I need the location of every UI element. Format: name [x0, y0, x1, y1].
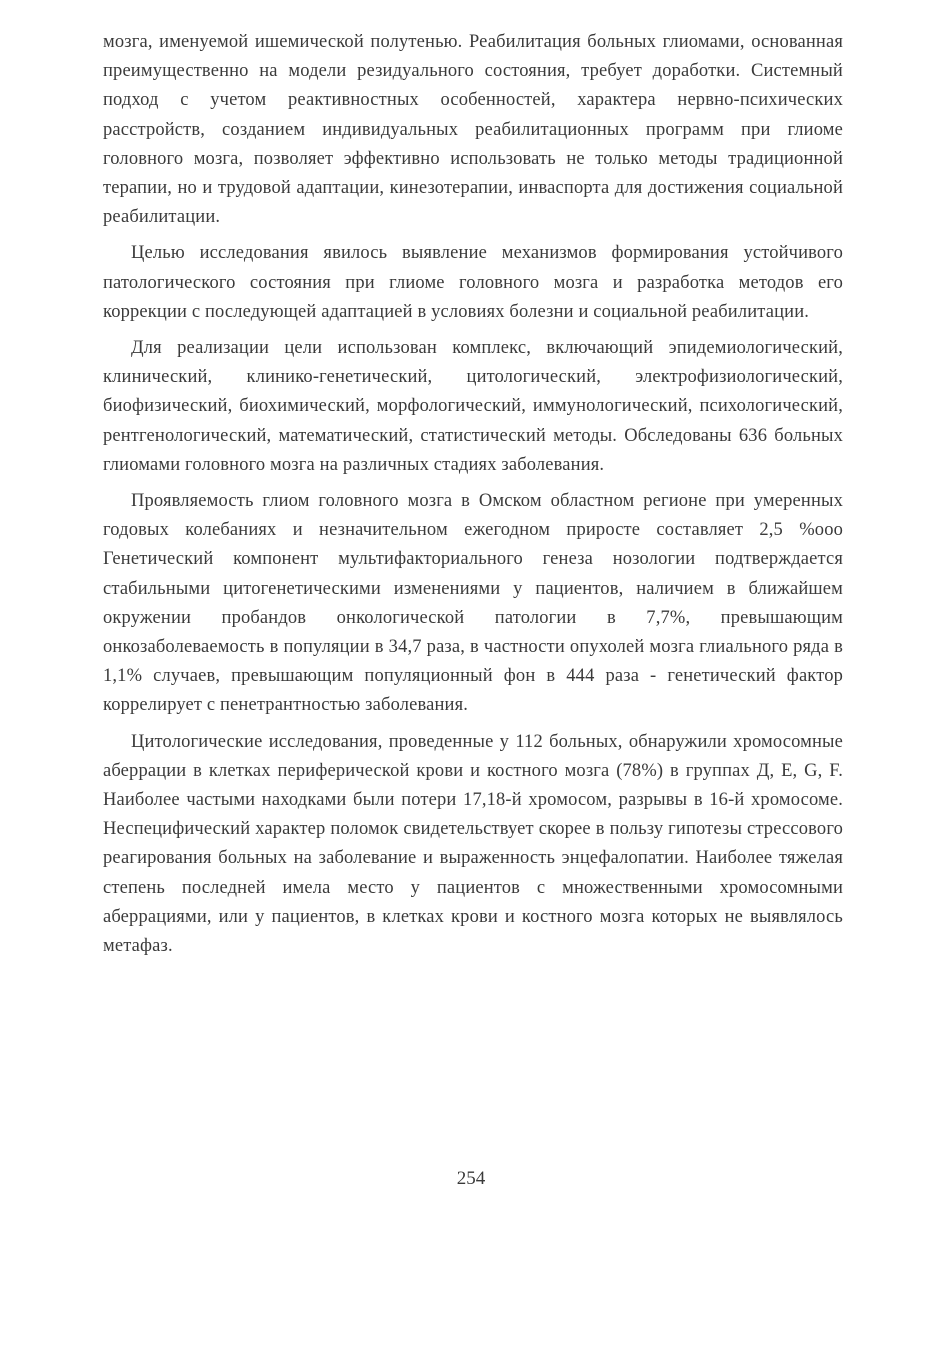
paragraph-continuation: мозга, именуемой ишемической полутенью. Реабилитация больных глиомами, основанная преимущественно на модели резидуального состояния, требует доработки. Системный подход с учетом реактивностных особенностей, характера нервно-психических расстройств, созданием индивидуальных реабилитационных программ при глиоме головного мозга, позволяет эффективно использовать не только методы традиционной терапии, но и трудовой адаптации, кинезотерапии, инваспорта для достижения социальной реабилитации. [103, 32, 843, 228]
page-number: 254 [456, 1168, 486, 1189]
body-text [103, 28, 843, 968]
paragraph-methods: Для реализации цели использован комплекс, включающий эпидемиологический, клинический, клинико-генетический, цитологический, электрофизиологический, биофизический, биохимический, морфологический, иммунологический, психологический, рентгенологический, математический, статистический методы. Обследованы 636 больных глиомами головного мозга на различных стадиях заболевания. [103, 338, 843, 475]
paragraph-study-goal: Целью исследования явилось выявление механизмов формирования устойчивого патологического состояния при глиоме головного мозга и разработка методов его коррекции с последующей адаптацией в условиях болезни и социальной реабилитации. [103, 243, 843, 322]
paragraph-cytology: Цитологические исследования, проведенные у 112 больных, обнаружили хромосомные аберрации в клетках периферической крови и костного мозга (78%) в группах Д, Е, G, F. Наиболее частыми находками были потери 17,18-й хромосом, разрывы в 16-й хромосоме. Неспецифический характер поломок свидетельствует скорее в пользу гипотезы стрессового реагирования больных на заболевание и выраженность энцефалопатии. Наиболее тяжелая степень последней имела место у пациентов с множественными хромосомными аберрациями, или у пациентов, в клетках крови и костного мозга которых не выявлялось метафаз. [103, 731, 843, 957]
paragraph-prevalence: Проявляемость глиом головного мозга в Омском областном регионе при умеренных годовых колебаниях и незначительном ежегодном приросте составляет 2,5 %ооо Генетический компонент мультифакториального генеза нозологии подтверждается стабильными цитогенетическими изменениями у пациентов, наличием в ближайшем окружении пробандов онкологической патологии в 7,7%, превышающим онкозаболеваемость в популяции в 34,7 раза, в частности опухолей мозга глиального ряда в 1,1% случаев, превышающим популяционный фон в 444 раза - генетический фактор коррелирует с пенетрантностью заболевания. [103, 491, 843, 716]
